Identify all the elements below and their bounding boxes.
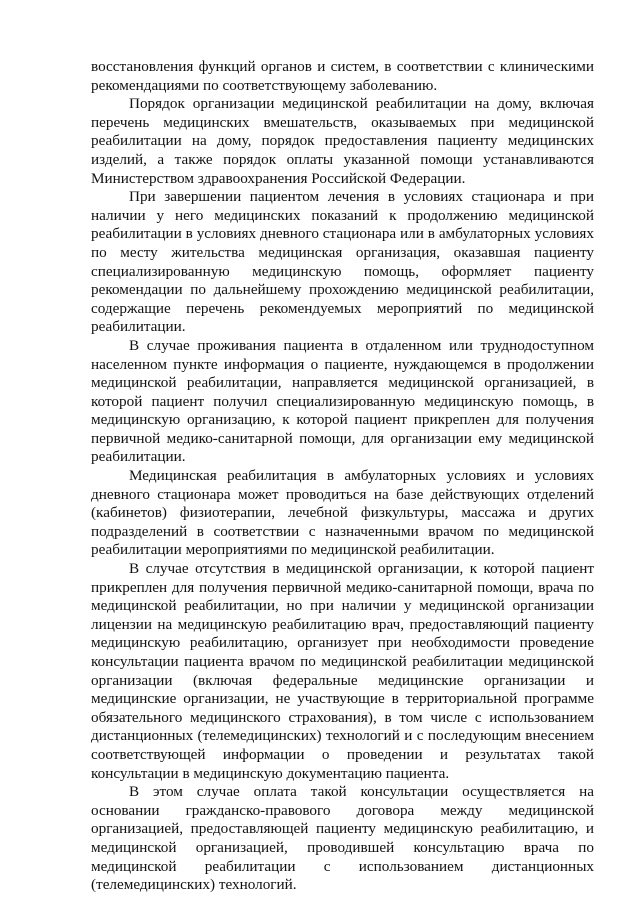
paragraph-absence-of-doctor: В случае отсутствия в медицинской организации, к которой пациент прикреплен для получения первичной медико-санитарной помощи, врача по медицинской реабилитации, но при наличии у медицинской организации лицензии на медицинскую реабилитацию врач, предоставляющий пациенту медицинскую реабилитацию, организует при необходимости проведение консультации пациента врачом по медицинской реабилитации медицинской организации (включая федеральные медицинские организации и медицинские организации, не участвующие в территориальной программе обязательного медицинского страхования), в том числе с использованием дистанционных (телемедицинских) технологий и с последующим внесением соответствующей информации о проведении и результатах такой консультации в медицинскую документацию пациента. — [91, 560, 594, 782]
paragraph-continuation: восстановления функций органов и систем, в соответствии с клиническими рекомендациями по соответствующему заболеванию. — [91, 58, 594, 94]
paragraph-home-rehabilitation-order: Порядок организации медицинской реабилитации на дому, включая перечень медицинских вмешательств, оказываемых при медицинской реабилитации на дому, порядок предоставления пациенту медицинских изделий, а также порядок оплаты указанной помощи устанавливаются Министерством здравоохранения Российской Федерации. — [91, 95, 594, 187]
paragraph-remote-settlement: В случае проживания пациента в отдаленном или труднодоступном населенном пункте информация о пациенте, нуждающемся в продолжении медицинской реабилитации, направляется медицинской организацией, в которой пациент получил специализированную медицинскую помощь, в медицинскую организацию, к которой пациент прикреплен для получения первичной медико-санитарной помощи, для организации ему медицинской реабилитации. — [91, 336, 594, 466]
paragraph-after-inpatient-treatment: При завершении пациентом лечения в условиях стационара и при наличии у него медицинских показаний к продолжению медицинской реабилитации в условиях дневного стационара или в амбулаторных условиях по месту жительства медицинская организация, оказавшая пациенту специализированную медицинскую помощь, оформляет пациенту рекомендации по дальнейшему прохождению медицинской реабилитации, содержащие перечень рекомендуемых мероприятий по медицинской реабилитации. — [91, 188, 594, 336]
paragraph-outpatient-rehabilitation: Медицинская реабилитация в амбулаторных условиях и условиях дневного стационара может проводиться на базе действующих отделений (кабинетов) физиотерапии, лечебной физкультуры, массажа и других подразделений в соответствии с назначенными врачом по медицинской реабилитации мероприятиями по медицинской реабилитации. — [91, 467, 594, 559]
paragraph-consultation-payment: В этом случае оплата такой консультации осуществляется на основании гражданско-правового договора между медицинской организацией, предоставляющей пациенту медицинскую реабилитацию, и медицинской организацией, проводившей консультацию врача по медицинской реабилитации с использованием дистанционных (телемедицинских) технологий. — [91, 783, 594, 894]
document-page — [91, 58, 594, 895]
